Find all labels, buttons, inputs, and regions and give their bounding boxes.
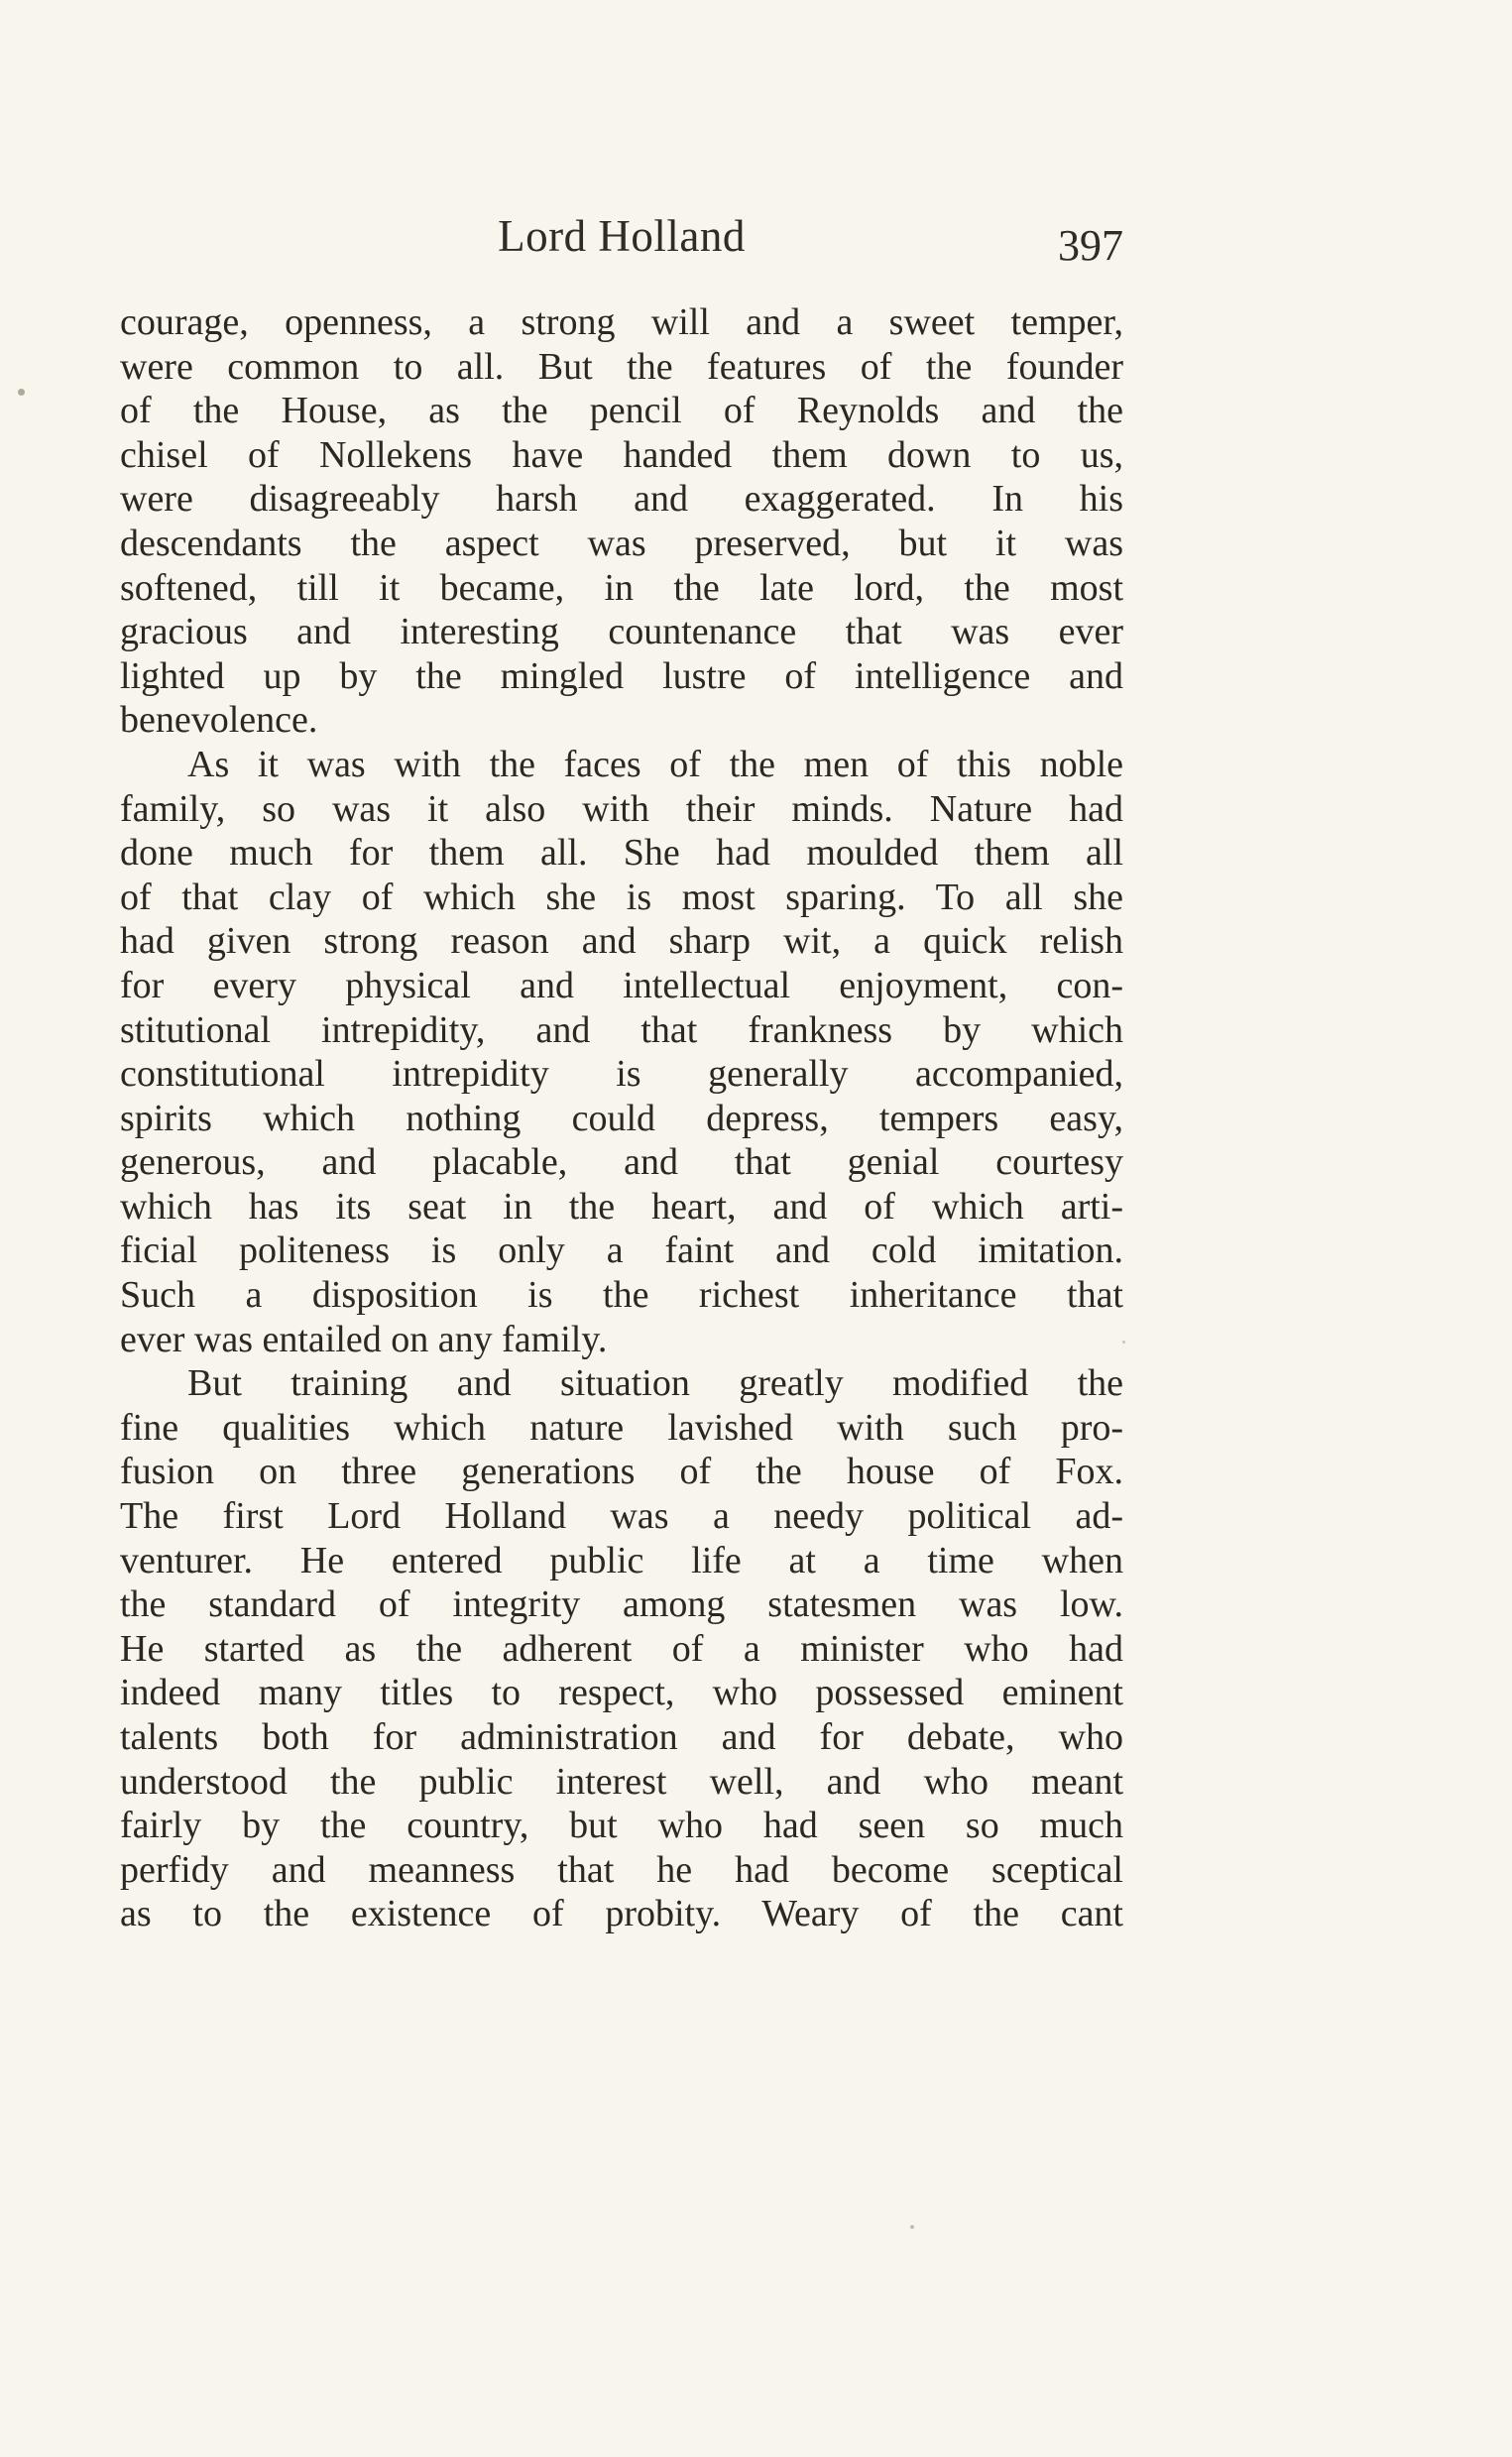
text-line: of the House, as the pencil of Reynolds and the — [120, 390, 1123, 432]
text-line: courage, openness, a strong will and a sweet temper, — [120, 301, 1123, 343]
text-line: venturer. He entered public life at a time when — [120, 1539, 1123, 1581]
paper-speck — [1122, 1341, 1125, 1344]
text-line: ficial politeness is only a faint and cold imitation. — [120, 1229, 1123, 1272]
text-line: done much for them all. She had moulded them all — [120, 832, 1123, 875]
text-line: as to the existence of probity. Weary of the cant — [120, 1893, 1123, 1935]
page-number: 397 — [1058, 221, 1123, 270]
text-line: indeed many titles to respect, who possessed eminent — [120, 1672, 1123, 1714]
text-line: Such a disposition is the richest inheritance that — [120, 1274, 1123, 1317]
text-line: were common to all. But the features of the founder — [120, 345, 1123, 388]
running-head — [120, 210, 1123, 280]
text-line: constitutional intrepidity is generally accompanied, — [120, 1053, 1123, 1096]
text-line: gracious and interesting countenance that was ever — [120, 611, 1123, 653]
text-line: ever was entailed on any family. — [120, 1318, 608, 1360]
paper-speck — [18, 389, 25, 396]
text-line: of that clay of which she is most sparing. To all she — [120, 876, 1123, 918]
text-line: As it was with the faces of the men of this noble — [187, 743, 1123, 785]
text-line: the standard of integrity among statesmen was low. — [120, 1583, 1123, 1626]
text-line: which has its seat in the heart, and of which arti- — [120, 1185, 1123, 1228]
text-line: fusion on three generations of the house of Fox. — [120, 1451, 1123, 1493]
running-title: Lord Holland — [498, 211, 746, 261]
body-text — [120, 300, 1123, 1936]
text-line: fairly by the country, but who had seen so much — [120, 1805, 1123, 1847]
text-line: understood the public interest well, and who meant — [120, 1760, 1123, 1803]
text-line: spirits which nothing could depress, tempers easy, — [120, 1097, 1123, 1139]
text-line: chisel of Nollekens have handed them down to us, — [120, 433, 1123, 476]
text-line: family, so was it also with their minds. Nature had — [120, 787, 1123, 830]
text-line: generous, and placable, and that genial courtesy — [120, 1141, 1123, 1184]
text-line: stitutional intrepidity, and that frankness by which — [120, 1008, 1123, 1051]
text-line: talents both for administration and for debate, who — [120, 1716, 1123, 1758]
text-line: But training and situation greatly modified the — [187, 1362, 1123, 1405]
text-line: were disagreeably harsh and exaggerated. In his — [120, 478, 1123, 521]
text-line: benevolence. — [120, 699, 318, 742]
text-line: lighted up by the mingled lustre of intelligence and — [120, 654, 1123, 697]
paper-speck — [910, 2225, 914, 2229]
text-line: He started as the adherent of a minister who had — [120, 1627, 1123, 1670]
text-line: had given strong reason and sharp wit, a quick relish — [120, 920, 1123, 963]
text-line: fine qualities which nature lavished with such pro- — [120, 1406, 1123, 1449]
text-line: for every physical and intellectual enjoyment, con- — [120, 964, 1123, 1006]
text-line: perfidy and meanness that he had become sceptical — [120, 1848, 1123, 1891]
text-line: descendants the aspect was preserved, but it was — [120, 522, 1123, 564]
text-line: softened, till it became, in the late lord, the most — [120, 566, 1123, 609]
text-line: The first Lord Holland was a needy political ad- — [120, 1495, 1123, 1538]
